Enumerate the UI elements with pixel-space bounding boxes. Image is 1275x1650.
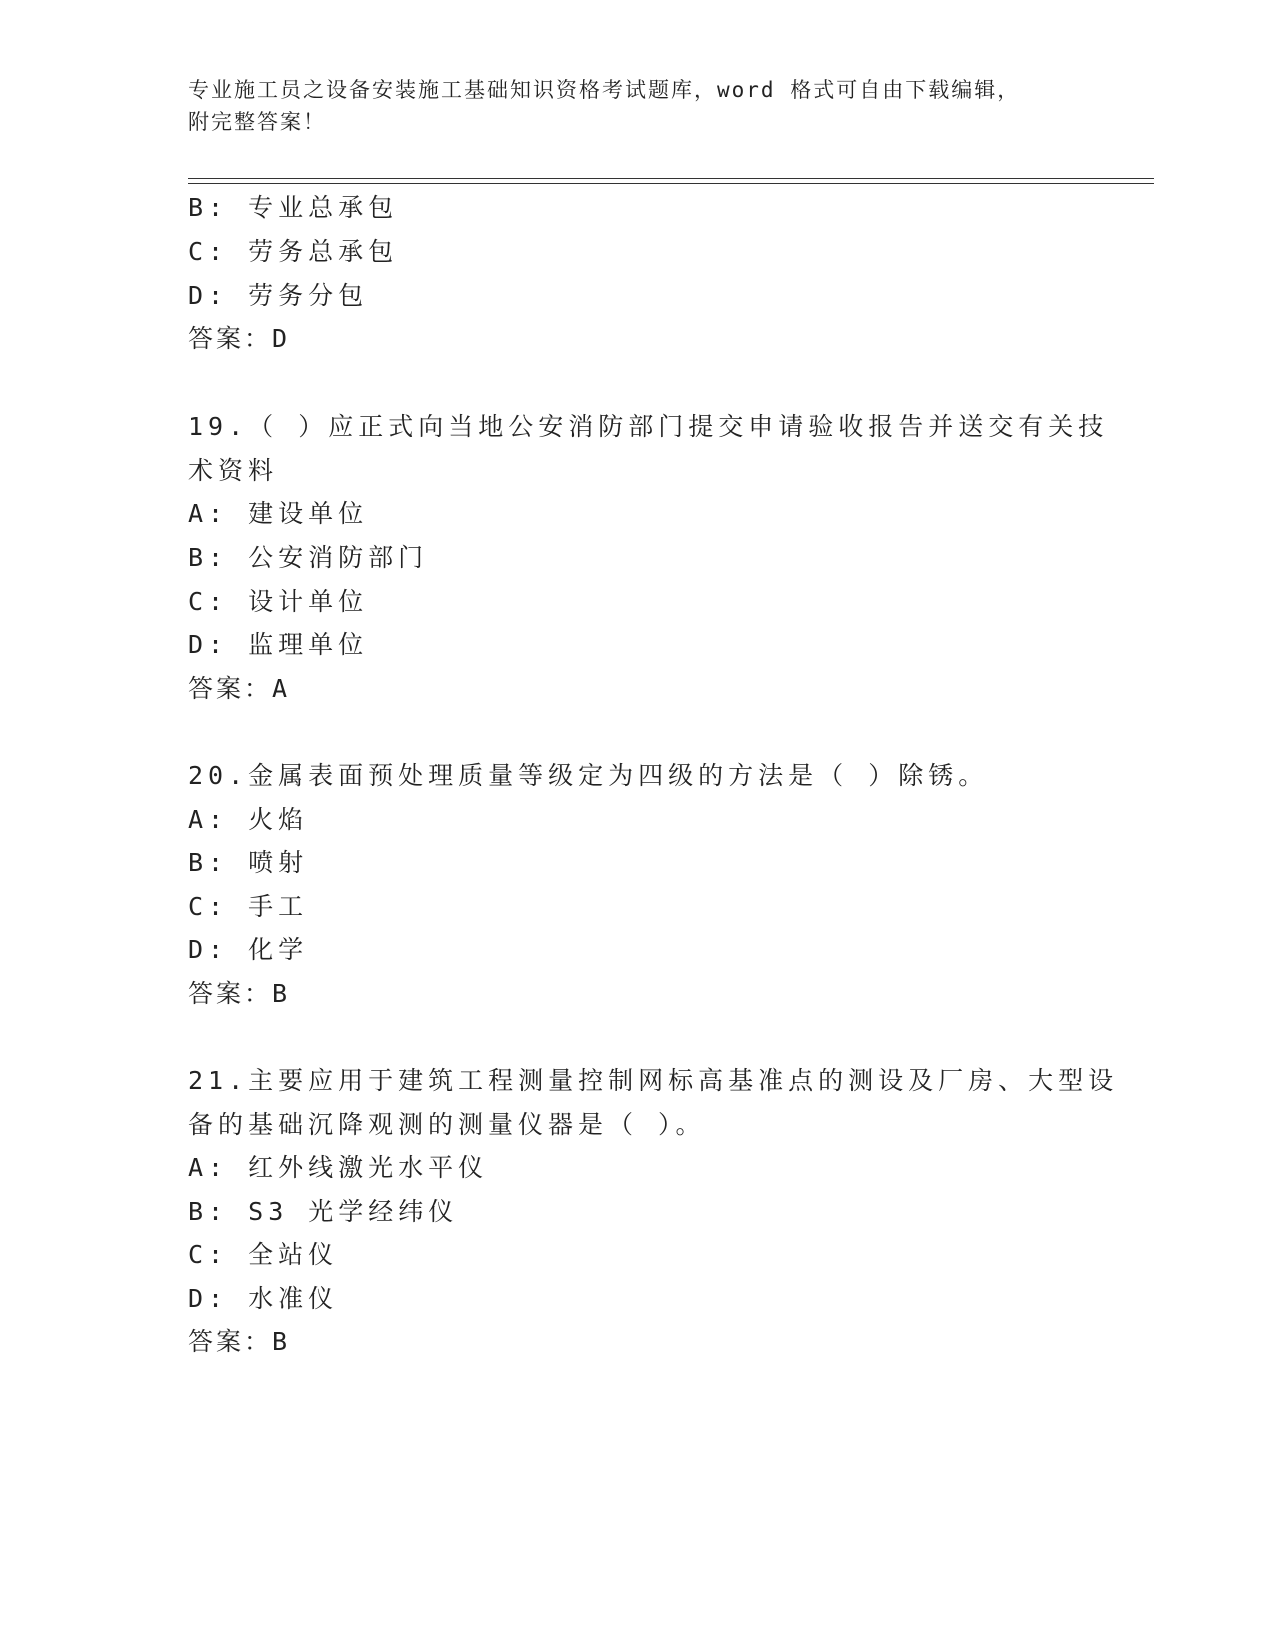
question-19-option-b: B: 公安消防部门	[188, 543, 429, 572]
question-21-option-a: A: 红外线激光水平仪	[188, 1153, 489, 1182]
question-20-option-c: C: 手工	[188, 892, 309, 921]
question-20-option-d: D: 化学	[188, 935, 309, 964]
question-21-option-d: D: 水准仪	[188, 1284, 339, 1313]
option-d: D: 劳务分包	[188, 281, 369, 310]
question-19-option-d: D: 监理单位	[188, 630, 369, 659]
question-19-option-c: C: 设计单位	[188, 587, 369, 616]
option-c: C: 劳务总承包	[188, 237, 399, 266]
question-20-answer: 答案：B	[188, 979, 291, 1008]
question-21-answer: 答案：B	[188, 1327, 291, 1356]
question-21-stem-line-1: 21.主要应用于建筑工程测量控制网标高基准点的测设及厂房、大型设	[188, 1066, 1119, 1095]
question-19-answer: 答案：A	[188, 674, 291, 703]
header-title-line-2: 附完整答案！	[188, 110, 326, 134]
question-20-option-a: A: 火焰	[188, 805, 309, 834]
question-21-stem-line-2: 备的基础沉降观测的测量仪器是（ ）。	[188, 1110, 706, 1139]
header-divider-bottom	[188, 183, 1154, 184]
option-b: B: 专业总承包	[188, 193, 399, 222]
question-20-stem-line-1: 20.金属表面预处理质量等级定为四级的方法是（ ）除锈。	[188, 761, 989, 790]
question-20-option-b: B: 喷射	[188, 848, 309, 877]
header-title-line-1: 专业施工员之设备安装施工基础知识资格考试题库，word 格式可自由下载编辑，	[188, 78, 1021, 102]
document-header	[188, 74, 1088, 138]
answer-line: 答案：D	[188, 324, 291, 353]
question-21-option-c: C: 全站仪	[188, 1240, 339, 1269]
question-19-stem-line-1: 19.（ ）应正式向当地公安消防部门提交申请验收报告并送交有关技	[188, 412, 1109, 441]
question-21-option-b: B: S3 光学经纬仪	[188, 1197, 459, 1226]
question-19-option-a: A: 建设单位	[188, 499, 369, 528]
header-divider-top	[188, 178, 1154, 179]
question-19-stem-line-2: 术资料	[188, 456, 279, 485]
